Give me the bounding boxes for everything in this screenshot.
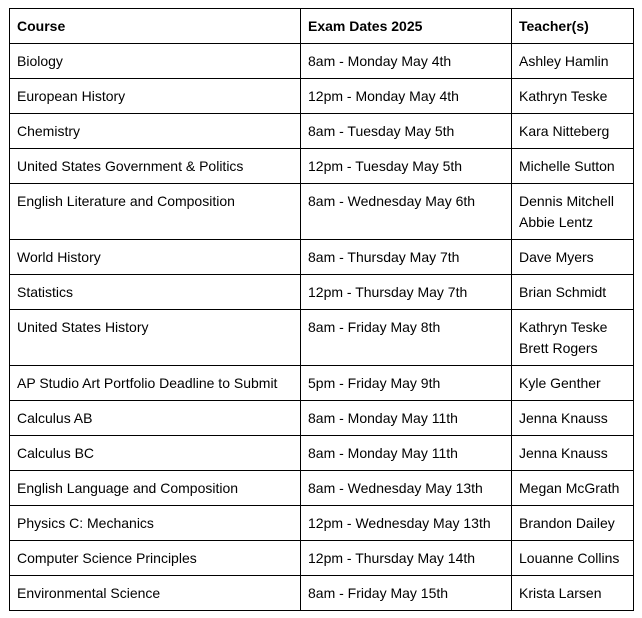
teachers-cell bbox=[512, 149, 634, 184]
teacher-name: Dave Myers bbox=[519, 249, 594, 265]
teacher-name: Megan McGrath bbox=[519, 480, 620, 496]
course-cell: AP Studio Art Portfolio Deadline to Submit bbox=[10, 366, 301, 401]
exam-date-cell: 8am - Friday May 15th bbox=[301, 576, 512, 611]
teacher-name: Kathryn Teske bbox=[519, 88, 608, 104]
header-exam-dates: Exam Dates 2025 bbox=[301, 9, 512, 44]
teachers-cell bbox=[512, 240, 634, 275]
course-cell: Statistics bbox=[10, 275, 301, 310]
teacher-name: Brandon Dailey bbox=[519, 515, 615, 531]
teachers-cell bbox=[512, 184, 634, 240]
table-row bbox=[10, 506, 634, 541]
exam-date-cell: 8am - Monday May 11th bbox=[301, 401, 512, 436]
table-row bbox=[10, 275, 634, 310]
exam-date-cell: 8am - Wednesday May 13th bbox=[301, 471, 512, 506]
teachers-cell bbox=[512, 576, 634, 611]
exam-date-cell: 8am - Monday May 11th bbox=[301, 436, 512, 471]
exam-schedule-table bbox=[9, 8, 634, 611]
teachers-cell bbox=[512, 114, 634, 149]
exam-date-cell: 8am - Wednesday May 6th bbox=[301, 184, 512, 240]
teacher-name: Louanne Collins bbox=[519, 550, 620, 566]
teacher-name: Kara Nitteberg bbox=[519, 123, 610, 139]
exam-date-cell: 8am - Tuesday May 5th bbox=[301, 114, 512, 149]
table-row bbox=[10, 79, 634, 114]
teacher-name: Michelle Sutton bbox=[519, 158, 615, 174]
exam-date-cell: 5pm - Friday May 9th bbox=[301, 366, 512, 401]
header-course: Course bbox=[10, 9, 301, 44]
exam-date-cell: 8am - Friday May 8th bbox=[301, 310, 512, 366]
teachers-cell bbox=[512, 436, 634, 471]
course-cell: Biology bbox=[10, 44, 301, 79]
teacher-name: Brett Rogers bbox=[519, 340, 598, 356]
teacher-name: Kyle Genther bbox=[519, 375, 601, 391]
table-row bbox=[10, 149, 634, 184]
teachers-cell bbox=[512, 275, 634, 310]
header-row bbox=[10, 9, 634, 44]
teacher-name: Jenna Knauss bbox=[519, 410, 608, 426]
teacher-name: Jenna Knauss bbox=[519, 445, 608, 461]
teachers-cell bbox=[512, 44, 634, 79]
course-cell: United States Government & Politics bbox=[10, 149, 301, 184]
teacher-name: Kathryn Teske bbox=[519, 319, 608, 335]
exam-date-cell: 12pm - Thursday May 7th bbox=[301, 275, 512, 310]
table-row bbox=[10, 114, 634, 149]
exam-date-cell: 8am - Monday May 4th bbox=[301, 44, 512, 79]
course-cell: English Literature and Composition bbox=[10, 184, 301, 240]
teacher-name: Abbie Lentz bbox=[519, 214, 593, 230]
teachers-cell bbox=[512, 541, 634, 576]
teacher-name: Brian Schmidt bbox=[519, 284, 607, 300]
table-row bbox=[10, 541, 634, 576]
course-cell: Calculus BC bbox=[10, 436, 301, 471]
teachers-cell bbox=[512, 79, 634, 114]
exam-date-cell: 12pm - Tuesday May 5th bbox=[301, 149, 512, 184]
exam-date-cell: 12pm - Monday May 4th bbox=[301, 79, 512, 114]
course-cell: Computer Science Principles bbox=[10, 541, 301, 576]
course-cell: Physics C: Mechanics bbox=[10, 506, 301, 541]
teachers-cell bbox=[512, 366, 634, 401]
table-row bbox=[10, 576, 634, 611]
teachers-cell bbox=[512, 471, 634, 506]
header-teachers: Teacher(s) bbox=[512, 9, 634, 44]
course-cell: Environmental Science bbox=[10, 576, 301, 611]
table-row bbox=[10, 436, 634, 471]
course-cell: World History bbox=[10, 240, 301, 275]
teachers-cell bbox=[512, 506, 634, 541]
teacher-name: Ashley Hamlin bbox=[519, 53, 609, 69]
course-cell: Calculus AB bbox=[10, 401, 301, 436]
table-row bbox=[10, 184, 634, 240]
exam-date-cell: 12pm - Thursday May 14th bbox=[301, 541, 512, 576]
table-row bbox=[10, 310, 634, 366]
course-cell: Chemistry bbox=[10, 114, 301, 149]
table-row bbox=[10, 401, 634, 436]
table-row bbox=[10, 471, 634, 506]
course-cell: English Language and Composition bbox=[10, 471, 301, 506]
table-row bbox=[10, 366, 634, 401]
teacher-name: Krista Larsen bbox=[519, 585, 602, 601]
course-cell: European History bbox=[10, 79, 301, 114]
teacher-name: Dennis Mitchell bbox=[519, 193, 614, 209]
teachers-cell bbox=[512, 401, 634, 436]
exam-date-cell: 8am - Thursday May 7th bbox=[301, 240, 512, 275]
teachers-cell bbox=[512, 310, 634, 366]
table-row bbox=[10, 44, 634, 79]
exam-date-cell: 12pm - Wednesday May 13th bbox=[301, 506, 512, 541]
course-cell: United States History bbox=[10, 310, 301, 366]
table-row bbox=[10, 240, 634, 275]
